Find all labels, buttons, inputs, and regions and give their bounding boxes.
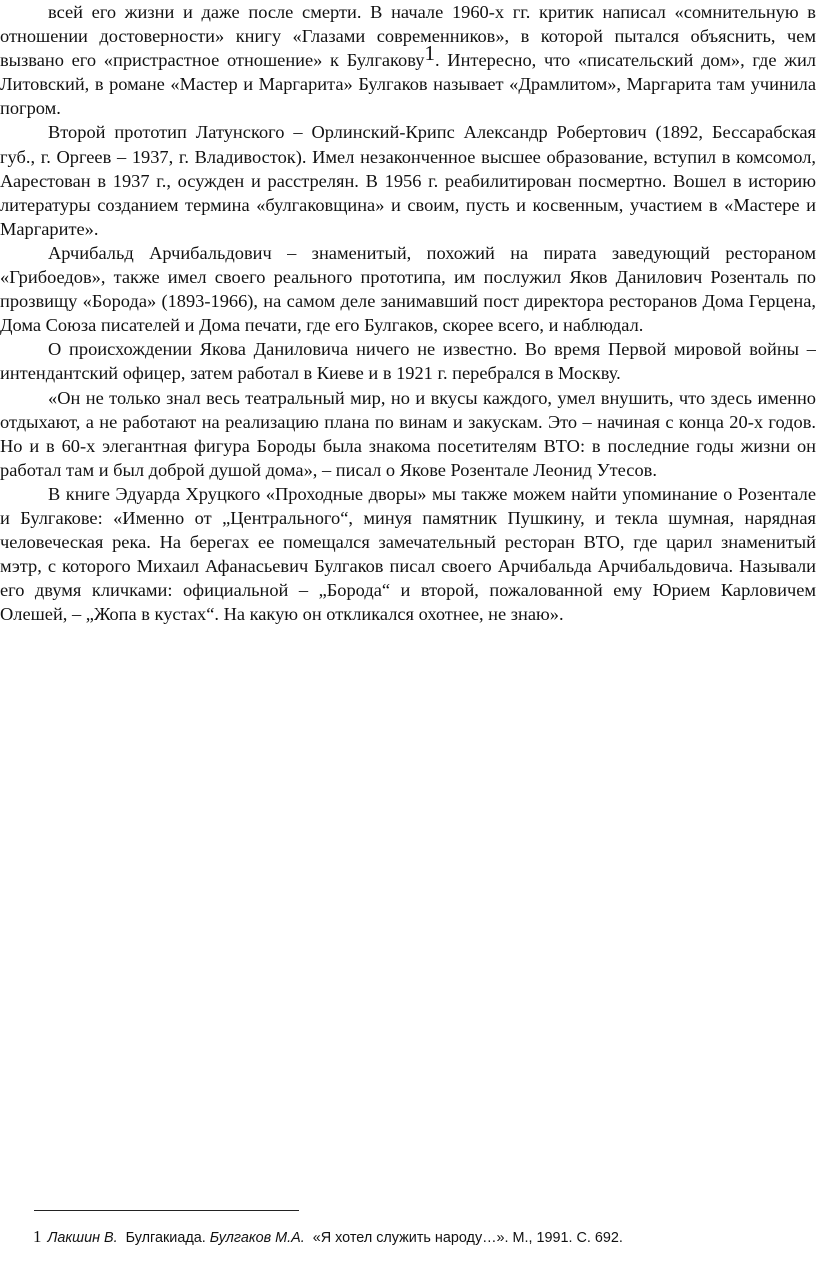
paragraph-orlinsky: Второй прототип Латунского – Орлинский-Крипс Александр Робертович (1892, Бессарабская губ., г. Оргеев – 1937, г. Владивосток). Имел незаконченное высшее образование, вступил в комсомол, Аарестован в 1937 г., осужден и расстрелян. В 1956 г. реабилитирован посмертно. Вошел в историю литературы созданием термина «булгаковщина» и своим, пусть и косвенным, участием в «Мастере и Маргарите». xyxy=(0,122,816,239)
paragraph-utesov-quote: «Он не только знал весь театральный мир, но и вкусы каждого, умел внушить, что здесь именно отдыхают, а не работают на реализацию плана по винам и закускам. Это – начиная с конца 20-х годов. Но и в 60-х элегантная фигура Бороды была знакома посетителям ВТО: в последние годы жизни он работал там и был доброй душой дома», – писал о Якове Розентале Леонид Утесов. xyxy=(0,387,816,480)
paragraph-continuation xyxy=(0,0,816,120)
footnote-reference[interactable]: 1 xyxy=(424,41,436,66)
footnote-rest: «Я хотел служить народу…». М., 1991. С. 692. xyxy=(312,1230,623,1246)
footnote xyxy=(33,1228,793,1247)
paragraph-origin: О происхождении Якова Даниловича ничего не известно. Во время Первой мировой войны – интендантский офицер, затем работал в Киеве и в 1921 г. перебрался в Москву. xyxy=(0,339,816,384)
paragraph-archibald: Арчибальд Арчибальдович – знаменитый, похожий на пирата заведующий рестораном «Грибоедов», также имел своего реального прототипа, им послужил Яков Данилович Розенталь по прозвищу «Борода» (1893-1966), на самом деле занимавший пост директора ресторанов Дома Герцена, Дома Союза писателей и Дома печати, где его Булгаков, скорее всего, и наблюдал. xyxy=(0,242,816,336)
body-text xyxy=(0,0,816,626)
paragraph-text: всей его жизни и даже после смерти. В начале 1960-х гг. критик написал «сомнительную в отношении достоверности» книгу «Глазами современников», в которой пытался объяснить, чем вызвано его «пристрастное отношение» к Булгакову xyxy=(0,2,816,71)
footnote-separator xyxy=(34,1210,299,1211)
footnote-mark: 1 xyxy=(33,1227,42,1246)
footnote-title-1: Булгакиада. xyxy=(125,1230,206,1246)
footnote-author-2: Булгаков М.А. xyxy=(209,1230,305,1246)
paragraph-text-after-note: . Интересно, что «писательский дом», где жил Литовский, в романе «Мастер и Маргарита» Булгаков называет «Драмлитом», Маргарита там учинила погром. xyxy=(0,50,816,119)
paragraph-khrutsky: В книге Эдуарда Хруцкого «Проходные дворы» мы также можем найти упоминание о Розентале и Булгакове: «Именно от „Центрального“, минуя памятник Пушкину, и текла шумная, нарядная человеческая река. На берегах ее помещался замечательный ресторан ВТО, где царил знаменитый мэтр, с которого Михаил Афанасьевич Булгаков писал своего Арчибальда Арчибальдовича. Называли его двумя кличками: официальной – „Борода“ и второй, пожалованной ему Юрием Карловичем Олешей, – „Жопа в кустах“. На какую он откликался охотнее, не знаю». xyxy=(0,483,816,625)
footnote-author-1: Лакшин В. xyxy=(47,1230,118,1246)
